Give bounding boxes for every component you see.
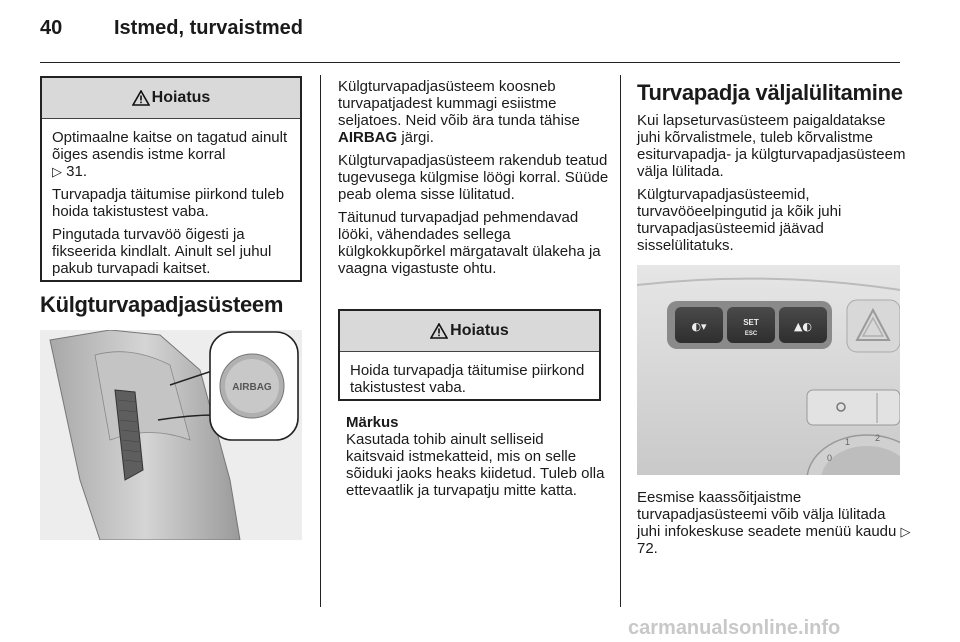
warning-title: Hoiatus <box>151 89 211 106</box>
warning-text: Pingutada turvavöö õigesti ja fikseerida kindlalt. Ainult sel juhul pakub turvapadi kaitset. <box>52 226 272 277</box>
paragraph: Kui lapseturvasüsteem paigaldatakse juhi kõrvalistmele, tuleb kõrvalistme esiturvapadja- ja külgturvapadjasüsteem välja lülitada. <box>637 112 906 180</box>
header-rule <box>40 62 900 63</box>
warning-header <box>42 78 300 119</box>
dial-number: 1 <box>845 437 851 447</box>
column-divider <box>320 75 321 607</box>
note-text: Kasutada tohib ainult selliseid kaitsvaid istmekatteid, mis on selle sõiduki jaoks heaks kiidetud. Tuleb olla ettevaatlik ja turvapatju mitte katta. <box>346 431 605 499</box>
paragraph: Külgturvapadjasüsteemid, turvavööeelpingutid ja kõik juhi turvapadjasüsteemid jäävad sisselülitatuks. <box>637 186 842 254</box>
column-3-text <box>637 112 912 260</box>
column-3-caption-text <box>637 489 912 563</box>
warning-box <box>338 309 601 401</box>
dashboard-buttons-figure <box>637 265 900 475</box>
page-number: 40 <box>40 17 63 39</box>
column-divider <box>620 75 621 607</box>
column-2-text <box>338 78 613 283</box>
paragraph: Külgturvapadjasüsteem koosneb turvapatjadest kummagi esiistme seljatoes. Neid võib ära tunda tähise AIRBAG järgi. <box>338 78 580 146</box>
esc-button-label: ESC <box>744 331 758 337</box>
section-heading: Külgturvapadjasüsteem <box>40 292 284 317</box>
cruise-control-icon: ◐▾ <box>691 320 707 333</box>
warning-text: Hoida turvapadja täitumise piirkond takistustest vaba. <box>350 362 585 396</box>
speed-limiter-icon: ▲◐ <box>793 320 813 333</box>
section-heading: Turvapadja väljalülitamine <box>637 80 903 105</box>
paragraph: Eesmise kaassõitjaistme turvapadjasüsteemi võib välja lülitada juhi infokeskuse seadete menüü kaudu ▷ 72. <box>637 489 911 557</box>
page-reference-icon: ▷ <box>900 524 911 539</box>
seat-airbag-figure <box>40 330 302 540</box>
warning-triangle-icon <box>430 323 448 339</box>
page-reference-icon: ▷ <box>52 164 62 179</box>
paragraph: Külgturvapadjasüsteem rakendub teatud tugevusega külgmise löögi korral. Süüde peab olema sisse lülitatud. <box>338 152 609 203</box>
warning-box <box>40 76 302 282</box>
set-button-label: SET <box>743 318 759 327</box>
airbag-label: AIRBAG <box>338 129 398 146</box>
dial-number: 0 <box>827 453 833 463</box>
dial-number: 2 <box>875 433 881 443</box>
page-title: Istmed, turvaistmed <box>114 17 303 39</box>
warning-title: Hoiatus <box>450 322 509 339</box>
warning-text: Turvapadja täitumise piirkond tuleb hoida takistustest vaba. <box>52 186 285 220</box>
watermark: carmanualsonline.info <box>628 617 841 639</box>
note-label: Märkus <box>346 414 399 431</box>
warning-triangle-icon <box>132 90 150 106</box>
page-reference[interactable]: 31. <box>66 163 88 180</box>
airbag-badge-text: AIRBAG <box>232 382 272 393</box>
note <box>346 414 606 499</box>
warning-header <box>340 311 599 352</box>
warning-text: Optimaalne kaitse on tagatud ainult õiges asendis istme korral ▷ 31. <box>52 129 288 180</box>
paragraph: Täitunud turvapadjad pehmendavad lööki, vähendades sellega külgkokkupõrkel märgatavalt ülakeha ja vaagna vigastuste ohtu. <box>338 209 601 277</box>
page-reference[interactable]: 72. <box>637 540 658 557</box>
